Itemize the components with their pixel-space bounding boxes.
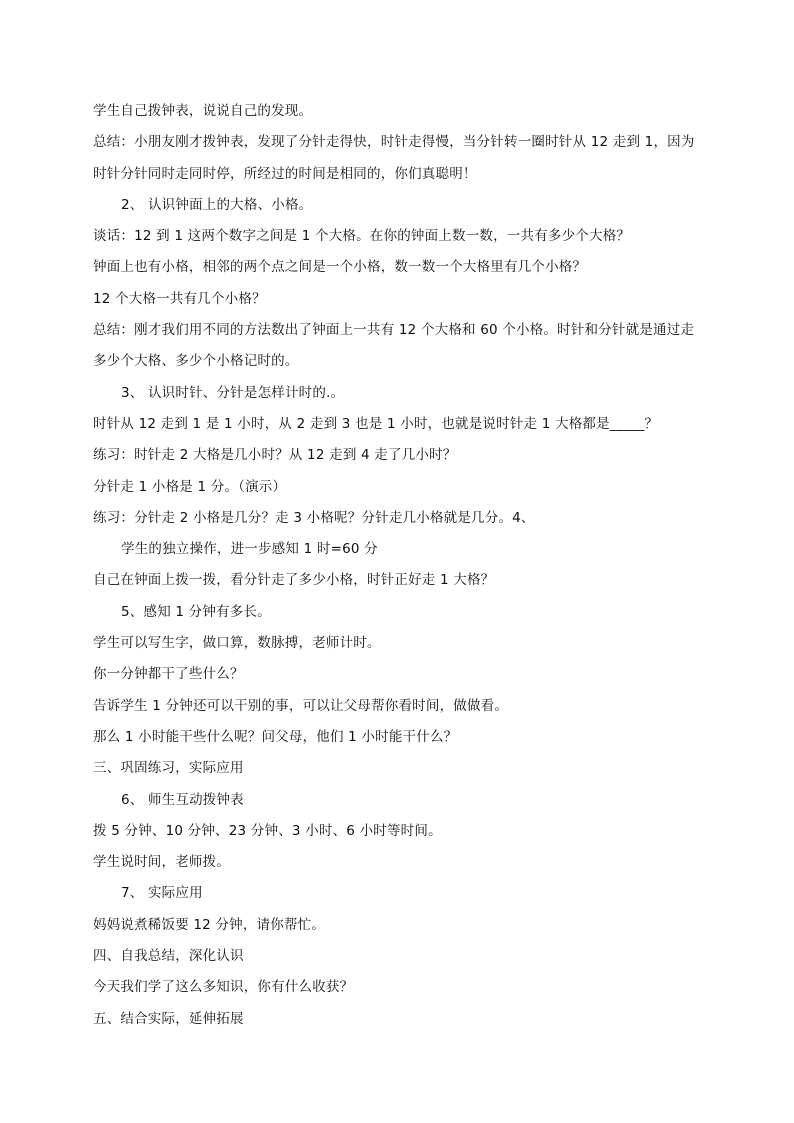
text-line: 五、结合实际，延伸拓展 — [93, 1010, 244, 1027]
text-line: 学生可以写生字，做口算，数脉搏，老师计时。 — [93, 635, 381, 652]
text-line: 四、自我总结，深化认识 — [93, 948, 244, 965]
text-line: 你一分钟都干了些什么？ — [93, 666, 244, 683]
text-line: 学生说时间，老师拨。 — [93, 854, 230, 871]
text-line: 总结：小朋友刚才拨钟表，发现了分针走得快，时针走得慢，当分针转一圈时针从 12 走到 1，因为 — [93, 134, 695, 151]
text-line: 时针分针同时走同时停，所经过的时间是相同的，你们真聪明！ — [93, 165, 477, 182]
text-line: 多少个大格、多少个小格记时的。 — [93, 353, 299, 370]
text-line: 练习：分针走 2 小格是几分？走 3 小格呢？分针走几小格就是几分。4、 — [93, 509, 535, 526]
text-line: 学生自己拨钟表，说说自己的发现。 — [93, 103, 313, 119]
text-line: 总结：刚才我们用不同的方法数出了钟面上一共有 12 个大格和 60 个小格。时针和分针就是通过走 — [93, 322, 695, 339]
text-line: 2、 认识钟面上的大格、小格。 — [121, 196, 313, 213]
text-line: 7、 实际应用 — [121, 885, 203, 902]
text-line: 学生的独立操作，进一步感知 1 时=60 分 — [121, 541, 378, 558]
text-line: 5、感知 1 分钟有多长。 — [121, 603, 271, 620]
text-line: 谈话：12 到 1 这两个数字之间是 1 个大格。在你的钟面上数一数，一共有多少个大格？ — [93, 228, 631, 245]
text-line: 分针走 1 小格是 1 分。（演示） — [93, 478, 287, 495]
text-line: 自己在钟面上拨一拨，看分针走了多少小格，时针正好走 1 大格？ — [93, 572, 495, 589]
text-line: 3、 认识时针、分针是怎样计时的.。 — [121, 384, 345, 401]
text-line: 时针从 12 走到 1 是 1 小时，从 2 走到 3 也是 1 小时，也就是说时针走 1 大格都是_____？ — [93, 415, 659, 432]
text-line: 钟面上也有小格，相邻的两个点之间是一个小格，数一数一个大格里有几个小格？ — [93, 259, 587, 276]
text-line: 拨 5 分钟、10 分钟、23 分钟、3 小时、6 小时等时间。 — [93, 822, 442, 839]
text-line: 妈妈说煮稀饭要 12 分钟，请你帮忙。 — [93, 916, 326, 933]
text-line: 那么 1 小时能干些什么呢？问父母，他们 1 小时能干什么？ — [93, 728, 458, 745]
text-line: 12 个大格一共有几个小格？ — [93, 290, 266, 307]
text-line: 练习：时针走 2 大格是几小时？从 12 走到 4 走了几小时？ — [93, 447, 457, 464]
text-line: 三、巩固练习，实际应用 — [93, 760, 244, 777]
document-body — [93, 100, 713, 1039]
text-line: 告诉学生 1 分钟还可以干别的事，可以让父母帮你看时间，做做看。 — [93, 697, 509, 714]
text-line: 6、 师生互动拨钟表 — [121, 791, 244, 808]
text-line: 今天我们学了这么多知识，你有什么收获？ — [93, 979, 354, 996]
